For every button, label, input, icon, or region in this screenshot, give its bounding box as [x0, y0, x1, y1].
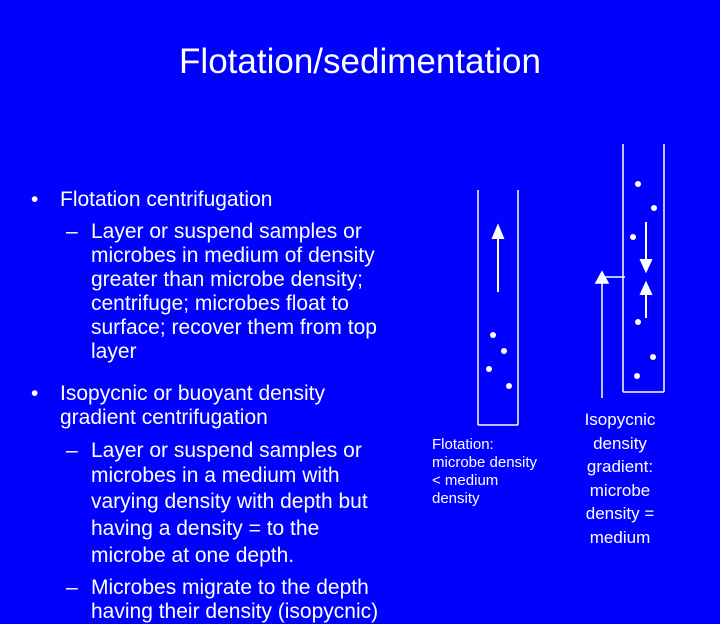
flotation-microbes — [486, 332, 512, 389]
flotation-caption-line: < medium — [432, 472, 499, 489]
bullet-2-sub2-line: Microbes migrate to the depth — [91, 576, 369, 599]
bullet-2-sub2-line: having their density (isopycnic) — [91, 600, 379, 623]
microbe-dot — [501, 348, 507, 354]
bullet-2-text: Isopycnic or buoyant density — [60, 382, 325, 405]
microbe-dot — [651, 205, 657, 211]
microbe-dot — [490, 332, 496, 338]
flotation-caption — [432, 436, 537, 508]
dash-marker: – — [66, 439, 78, 462]
microbe-dot — [634, 373, 640, 379]
isopycnic-caption-line: microbe — [589, 480, 651, 500]
slide-title: Flotation/sedimentation — [179, 42, 541, 81]
bullet-1-sub-line: surface; recover them from top — [91, 316, 377, 339]
dash-marker: – — [66, 576, 78, 599]
bullet-1-text: Flotation centrifugation — [60, 188, 273, 211]
bullet-2-sub1-line: varying density with depth but — [91, 490, 368, 513]
dash-marker: – — [66, 220, 78, 243]
microbe-dot — [486, 366, 492, 372]
microbe-dot — [635, 181, 641, 187]
microbe-dot — [630, 234, 636, 240]
flotation-caption-line: density — [432, 490, 480, 507]
flotation-upward-arrow — [493, 226, 503, 292]
isopycnic-caption-line: density = — [585, 504, 655, 523]
bullet-2-sub1-line: having a density = to the — [91, 517, 320, 540]
bullet-2-sub1-line: microbe at one depth. — [91, 544, 295, 567]
isopycnic-microbes — [630, 181, 657, 379]
microbe-dot — [635, 319, 641, 325]
bullet-1-sub-line: centrifuge; microbes float to — [91, 292, 349, 315]
bullet-1-sub-line: microbes in medium of density — [91, 244, 375, 267]
isopycnic-caption-line: medium — [589, 527, 651, 547]
isopycnic-caption-line: gradient: — [586, 457, 654, 476]
bullet-2-sub1-line: microbes in a medium with — [91, 464, 340, 487]
flotation-caption-line: Flotation: — [432, 436, 494, 453]
isopycnic-caption-line: Isopycnic — [584, 410, 656, 429]
bullet-1-sub-line: Layer or suspend samples or — [91, 220, 362, 243]
bullet-1-sub-line: greater than microbe density; — [91, 268, 363, 291]
microbe-dot — [506, 383, 512, 389]
microbe-dot — [650, 354, 656, 360]
isopycnic-upward-arrow — [641, 283, 651, 318]
flotation-caption-line: microbe density — [432, 454, 538, 471]
bullet-2-sub1-line: Layer or suspend samples or — [91, 439, 362, 462]
isopycnic-tube — [623, 144, 664, 392]
isopycnic-caption-line: density — [593, 433, 647, 453]
isopycnic-downward-arrow — [641, 222, 651, 271]
isopycnic-caption — [570, 408, 670, 549]
bullet-1-sub-line: layer — [91, 340, 137, 363]
bullet-marker: • — [31, 382, 39, 405]
bullet-2-text: gradient centrifugation — [60, 406, 268, 429]
isopycnic-gradient-pointer — [596, 272, 625, 398]
bullet-marker: • — [31, 188, 39, 211]
